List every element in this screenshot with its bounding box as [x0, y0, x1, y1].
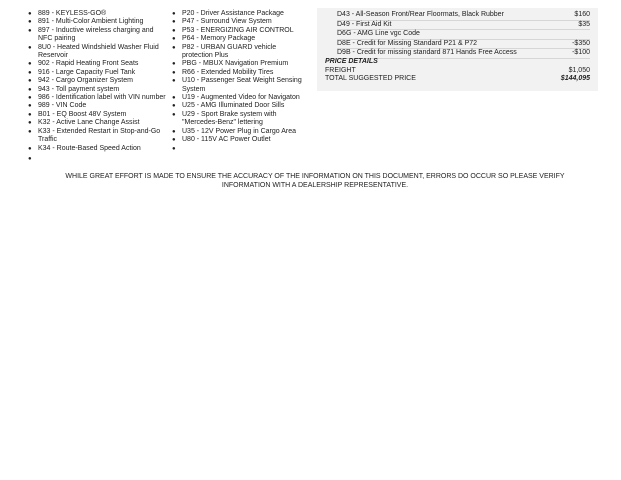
list-item: ● R66 - Extended Mobility Tires: [172, 68, 274, 76]
list-item: ● 943 - Toll payment system: [28, 85, 120, 93]
bullet-icon: ●: [172, 19, 176, 26]
bullet-icon: ●: [28, 145, 32, 152]
list-item: [172, 145, 308, 153]
bullet-icon: ●: [28, 120, 32, 127]
list-item: ● P20 - Driver Assistance Package: [172, 10, 284, 17]
list-item: ● K34 - Route-Based Speed Action: [28, 144, 141, 152]
bullet-icon: ●: [28, 44, 32, 51]
bullet-icon: ●: [172, 145, 176, 152]
bullet-icon: ●: [28, 69, 32, 76]
option-price: -$350: [572, 39, 590, 47]
total-row: [325, 75, 590, 83]
bullet-icon: ●: [172, 111, 176, 118]
list-item: ● U10 - Passenger Seat Weight Sensing System: [172, 77, 302, 93]
option-price: -$100: [572, 49, 590, 57]
bullet-icon: ●: [172, 11, 176, 17]
options-list-left: [28, 10, 166, 163]
option-description: D6G - AMG Line vgc Code: [337, 30, 420, 38]
list-item: ● 891 - Multi-Color Ambient Lighting: [28, 18, 144, 26]
bullet-icon: ●: [172, 78, 176, 85]
bullet-icon: ●: [172, 137, 176, 144]
bullet-icon: ●: [28, 61, 32, 68]
freight-value: $1,050: [568, 66, 590, 74]
bullet-icon: ●: [28, 103, 32, 110]
bullet-icon: ●: [172, 44, 176, 51]
list-item: ● 902 - Rapid Heating Front Seats: [28, 60, 139, 68]
total-label: TOTAL SUGGESTED PRICE: [325, 74, 416, 82]
bullet-icon: ●: [28, 11, 32, 17]
list-item: ● P82 - URBAN GUARD vehicle protection Plus: [172, 43, 277, 60]
option-description: D43 - All-Season Front/Rear Floormats, Black Rubber: [337, 11, 504, 18]
freight-label: FREIGHT: [325, 66, 356, 74]
option-description: D8E - Credit for Missing Standard P21 & P72: [337, 39, 478, 47]
bullet-icon: ●: [28, 128, 32, 135]
bullet-icon: ●: [28, 27, 32, 34]
bullet-icon: ●: [172, 128, 176, 135]
list-item: ● K33 - Extended Restart in Stop-and-Go Traffic: [28, 127, 161, 144]
list-item: ● PBG - MBUX Navigation Premium: [172, 60, 289, 68]
options-list-right: [172, 10, 308, 153]
option-description: D49 - First Aid Kit: [337, 20, 392, 28]
bullet-icon: ●: [172, 103, 176, 110]
list-item: ● 989 - VIN Code: [28, 102, 87, 110]
option-price: $35: [578, 20, 590, 28]
list-item: ● U19 - Augmented Video for Navigaton: [172, 94, 300, 102]
list-item: ● P64 - Memory Package: [172, 35, 256, 43]
total-value: $144,095: [560, 74, 590, 82]
list-item: ● U25 - AMG Illuminated Door Sills: [172, 102, 285, 110]
list-item: ● 916 - Large Capacity Fuel Tank: [28, 68, 136, 76]
list-item: ● P53 - ENERGIZING AIR CONTROL: [172, 26, 294, 34]
list-item: ● B01 - EQ Boost 48V System: [28, 110, 127, 118]
bullet-icon: ●: [28, 111, 32, 118]
list-item: [28, 155, 166, 163]
pricing-panel: [317, 8, 598, 91]
list-item: ● 986 - Identification label with VIN number: [28, 94, 166, 102]
bullet-icon: ●: [172, 27, 176, 34]
bullet-icon: ●: [172, 36, 176, 43]
bullet-icon: ●: [28, 86, 32, 93]
list-item: ● 8U0 - Heated Windshield Washer Fluid Reservoir: [28, 43, 159, 60]
disclaimer-text: WHILE GREAT EFFORT IS MADE TO ENSURE THE ACCURACY OF THE INFORMATION ON THIS DOCUMENT, ERRORS DO OCCUR SO PLEASE VERIFY INFORMATION WITH A DEALERSHIP REPRESENTATIVE.: [65, 173, 565, 189]
bullet-icon: ●: [172, 95, 176, 102]
bullet-icon: ●: [172, 69, 176, 76]
list-item: ● U35 - 12V Power Plug in Cargo Area: [172, 127, 297, 135]
bullet-icon: ●: [28, 155, 32, 162]
bullet-icon: ●: [28, 78, 32, 85]
list-item: ● 942 - Cargo Organizer System: [28, 77, 133, 85]
list-item: ● U29 - Sport Brake system with "Mercedes-Benz" lettering: [172, 110, 277, 127]
list-item: ● 889 - KEYLESS-GO®: [28, 10, 107, 17]
option-price: $160: [574, 11, 590, 18]
list-item: ● K32 - Active Lane Change Assist: [28, 119, 140, 127]
bullet-icon: ●: [28, 95, 32, 102]
option-description: D9B - Credit for missing standard 871 Hands Free Access: [337, 49, 517, 57]
list-item: ● 897 - Inductive wireless charging and NFC pairing: [28, 26, 154, 43]
bullet-icon: ●: [28, 19, 32, 26]
bullet-icon: ●: [172, 61, 176, 68]
price-details-heading: PRICE DETAILS: [325, 58, 378, 65]
list-item: ● U80 - 115V AC Power Outlet: [172, 136, 271, 144]
list-item: ● P47 - Surround View System: [172, 18, 272, 26]
